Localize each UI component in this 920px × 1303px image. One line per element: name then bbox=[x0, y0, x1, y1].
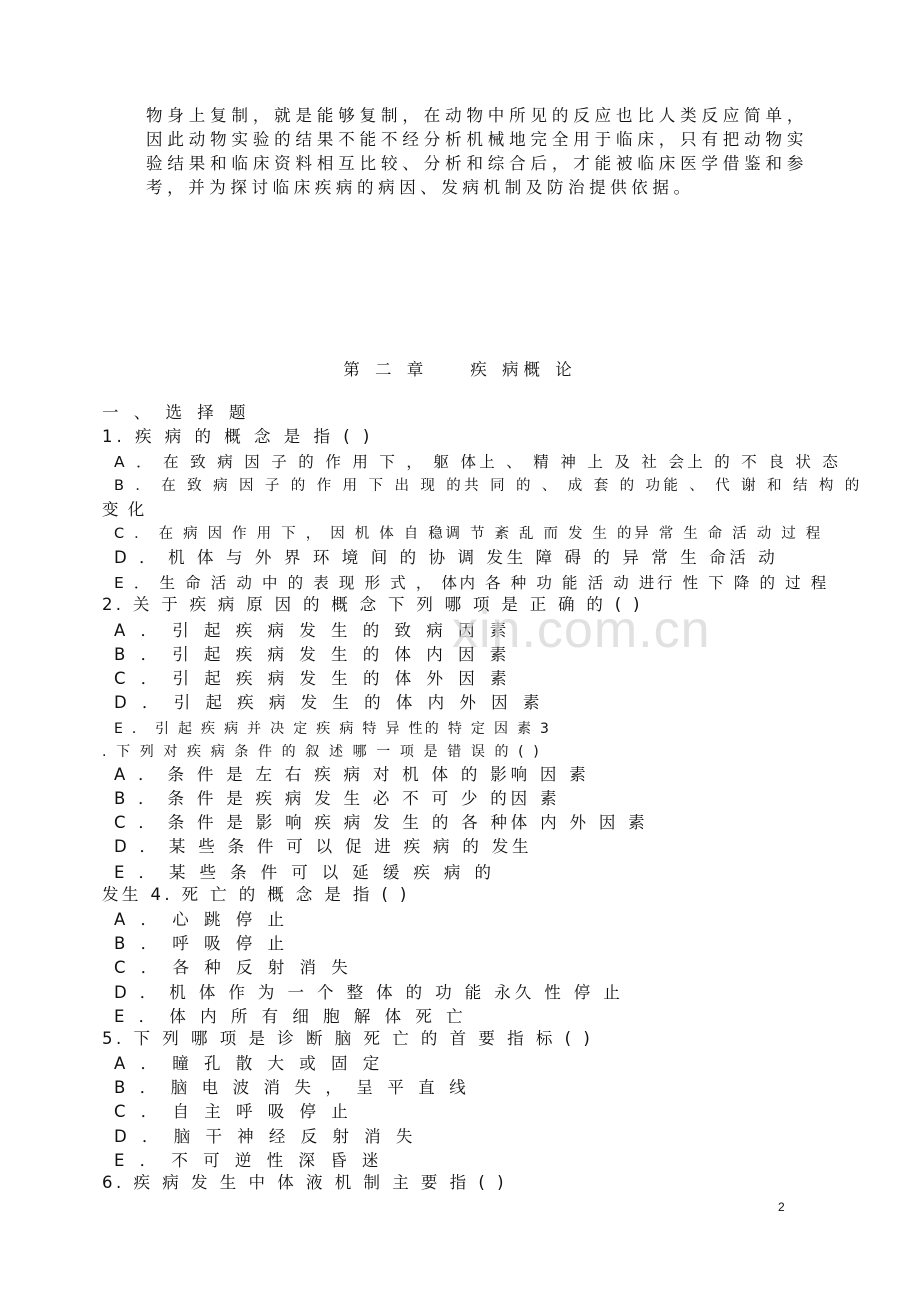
chapter-title: 第 二 章 疾 病概 论 bbox=[343, 360, 577, 379]
option-3e: E ． 某 些 条 件 可 以 延 缓 疾 病 的 bbox=[114, 863, 496, 882]
question-4: 发生 4. 死 亡 的 概 念 是 指 ( ) bbox=[102, 885, 410, 904]
option-1b-continued: 变 化 bbox=[102, 500, 147, 519]
question-3: . 下 列 对 疾 病 条 件 的 叙 述 哪 一 项 是 错 误 的 ( ) bbox=[102, 744, 542, 760]
option-4d: D ． 机 体 作 为 一 个 整 体 的 功 能 永久 性 停 止 bbox=[114, 983, 624, 1002]
section-heading: 一 、 选 择 题 bbox=[102, 403, 251, 422]
option-1a: A ． 在 致 病 因 子 的 作 用 下 ， 躯 体上 、 精 神 上 及 社 会上 的 不 良 状 态 bbox=[114, 453, 842, 471]
question-6: 6. 疾 病 发 生 中 体 液 机 制 主 要 指 ( ) bbox=[102, 1173, 508, 1192]
option-4c: C ． 各 种 反 射 消 失 bbox=[114, 958, 353, 977]
intro-paragraph: 物身上复制，就是能够复制，在动物中所见的反应也比人类反应简单，因此动物实验的结果不能不经分析机械地完全用于临床，只有把动物实验结果和临床资料相互比较、分析和综合后，才能被临床医学借鉴和参考，并为探讨临床疾病的病因、发病机制及防治提供依据。 bbox=[146, 106, 808, 197]
option-5c: C ． 自 主 呼 吸 停 止 bbox=[114, 1102, 353, 1121]
option-4a: A ． 心 跳 停 止 bbox=[114, 910, 290, 929]
watermark: xin.com.cn bbox=[452, 601, 711, 659]
option-2d: D ． 引 起 疾 病 发 生 的 体 内 外 因 素 bbox=[114, 693, 545, 712]
option-4e: E ． 体 内 所 有 细 胞 解 体 死 亡 bbox=[114, 1007, 468, 1026]
option-1b: B ． 在 致 病 因 子 的 作 用 下 出 现 的共 同 的 、 成 套 的 功能 、 代 谢 和 结 构 的 bbox=[114, 478, 863, 494]
option-1d: D ． 机 体 与 外 界 环 境 间 的 协 调 发生 障 碍 的 异 常 生 命活 动 bbox=[114, 548, 779, 567]
option-5a: A ． 瞳 孔 散 大 或 固 定 bbox=[114, 1054, 385, 1073]
option-3b: B ． 条 件 是 疾 病 发 生 必 不 可 少 的因 素 bbox=[114, 789, 561, 808]
option-5b: B ． 脑 电 波 消 失 ， 呈 平 直 线 bbox=[114, 1078, 471, 1097]
option-2a: A ． 引 起 疾 病 发 生 的 致 病 因 素 bbox=[114, 621, 512, 640]
option-2c: C ． 引 起 疾 病 发 生 的 体 外 因 素 bbox=[114, 669, 512, 688]
option-3c: C ． 条 件 是 影 响 疾 病 发 生 的 各 种体 内 外 因 素 bbox=[114, 813, 649, 832]
option-5d: D ． 脑 干 神 经 反 射 消 失 bbox=[114, 1127, 418, 1146]
option-1e: E ． 生 命 活 动 中 的 表 现 形 式 ， 体内 各 种 功 能 活 动 进行 性 下 降 的 过 程 bbox=[114, 574, 829, 592]
question-5: 5. 下 列 哪 项 是 诊 断 脑 死 亡 的 首 要 指 标 ( ) bbox=[102, 1029, 594, 1048]
option-2e: E ． 引 起 疾 病 并 决 定 疾 病 特 异 性的 特 定 因 素 3 bbox=[114, 721, 552, 737]
option-1c: C ． 在 病 因 作 用 下 ， 因 机 体 自 稳调 节 紊 乱 而 发 生 的异 常 生 命 活 动 过 程 bbox=[114, 526, 823, 542]
option-5e: E ． 不 可 逆 性 深 昏 迷 bbox=[114, 1151, 384, 1170]
option-3d: D ． 某 些 条 件 可 以 促 进 疾 病 的 发生 bbox=[114, 837, 533, 856]
page-number: 2 bbox=[778, 1200, 785, 1214]
option-4b: B ． 呼 吸 停 止 bbox=[114, 934, 290, 953]
question-2: 2. 关 于 疾 病 原 因 的 概 念 下 列 哪 项 是 正 确 的 ( ) bbox=[102, 595, 643, 614]
question-1: 1. 疾 病 的 概 念 是 指 ( ) bbox=[102, 427, 374, 446]
option-3a: A ． 条 件 是 左 右 疾 病 对 机 体 的 影响 因 素 bbox=[114, 765, 590, 784]
option-2b: B ． 引 起 疾 病 发 生 的 体 内 因 素 bbox=[114, 645, 512, 664]
